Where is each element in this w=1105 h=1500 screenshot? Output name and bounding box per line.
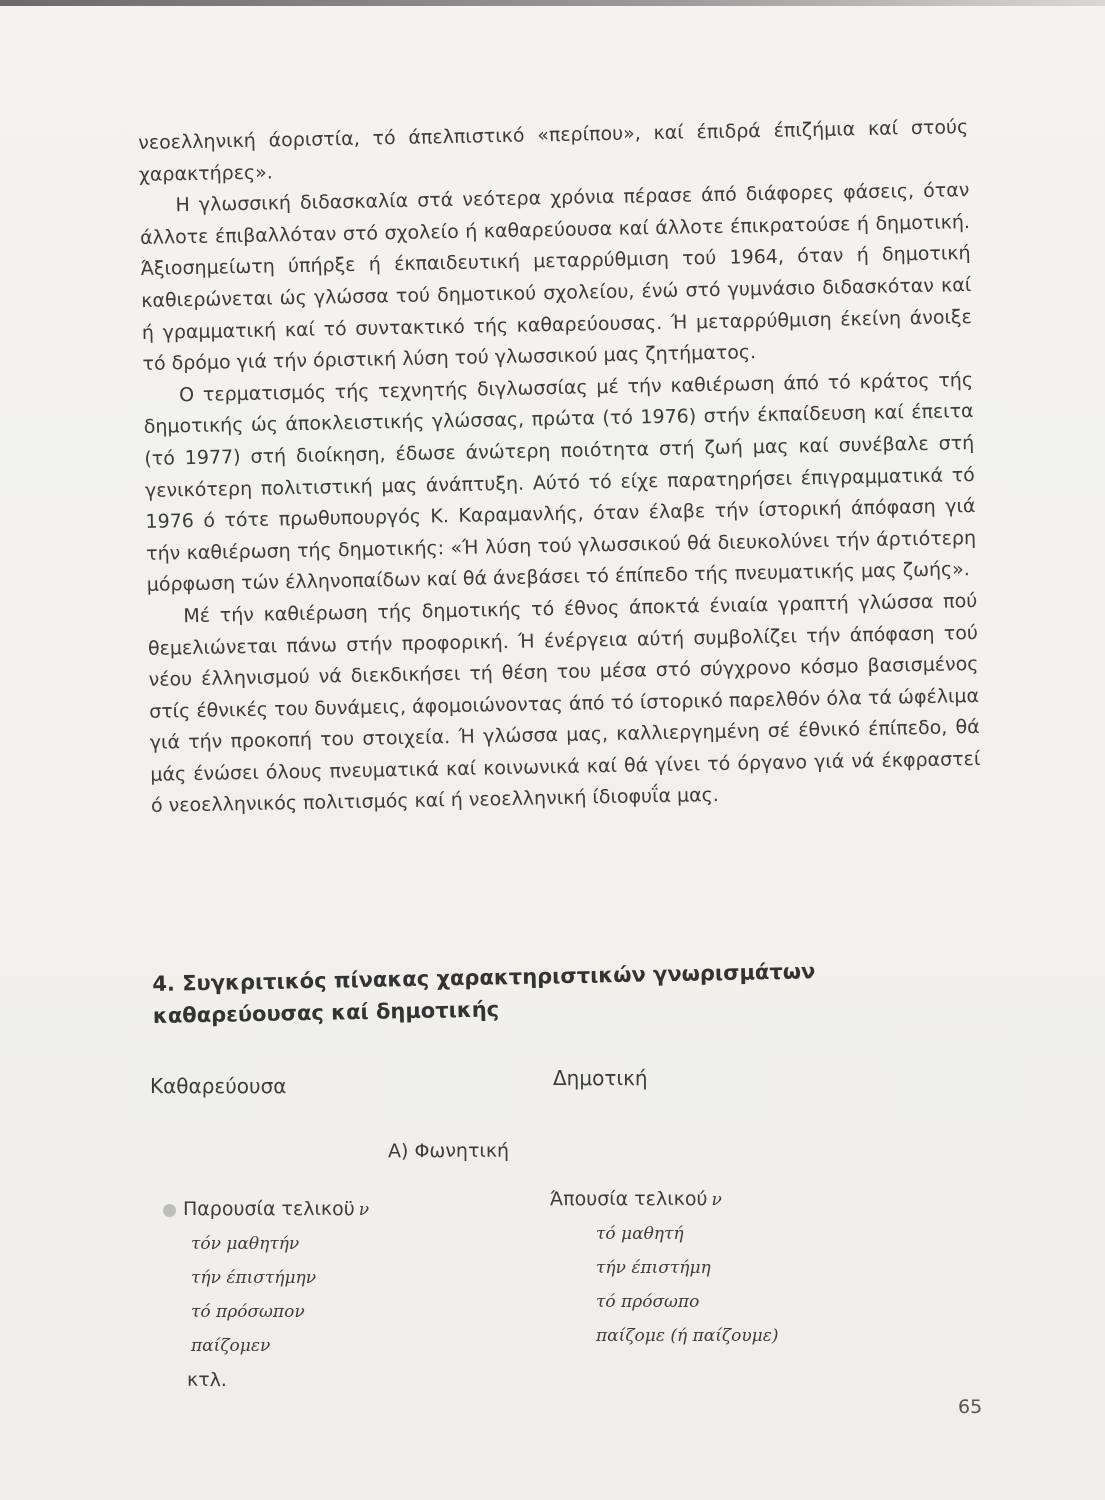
list-item: τόν μαθητήν [191,1234,300,1254]
list-item: τήν έπιστήμη [596,1258,711,1278]
paragraph: νεοελληνική άοριστία, τό άπελπιστικό «περίπου», καί έπιδρά έπιζήμια καί στούς χαρακτήρες». [138,116,969,186]
bullet-dot-icon [163,1204,176,1217]
left-rule [183,1192,369,1227]
body-text [138,112,981,823]
list-item: τό πρόσωπον [191,1302,305,1322]
paragraph: Μέ τήν καθιέρωση τής δημοτικής τό έθνος άποκτά ένιαία γραπτή γλώσσα πού θεμελιώνεται πάνω στήν προφορική. Ή ένέργεια αύτή συμβολίζει τήν άπόφαση τού νέου έλληνισμού νά διεκδικήσει τή θέση του μέσα στό σύγχρονο κόσμο βασισμένος στίς έθνικές του δυνάμεις, άφομοιώνοντας άπό τό ίστορικό παρελθόν όλα τά ώφέλιμα γιά τήν προκοπή του στοιχεία. Ή γλώσσα μας, καλλιεργημένη σέ έθνικό έπίπεδο, θά μάς ένώσει όλους πνευματικά καί κοινωνικά καί θά γίνει τό όργανο γιά νά έκφραστεί ό νεοελληνικός πολιτισμός καί ή νεοελληνική ίδιοφυΐα μας. [147,589,981,818]
left-column-list [183,1192,369,1397]
right-column-list [550,1182,778,1353]
column-heading-left: Καθαρεύουσα [150,1074,287,1098]
paragraph: Ο τερματισμός τής τεχνητής διγλωσσίας μέ τήν καθιέρωση άπό τό κράτος τής δημοτικής ώς άποκλειστικής γλώσσας, πρώτα (τό 1976) στήν έκπαίδευση καί έπειτα (τό 1977) στή διοίκηση, έδωσε άνώτερη ποιότητα στή ζωή μας καί συνέβαλε στή γενικότερη πολιτιστική μας άνάπτυξη. Αύτό τό είχε παρατηρήσει έπιγραμματικά τό 1976 ό τότε πρωθυπουργός Κ. Καραμανλής, όταν έλαβε τήν ίστορική άπόφαση γιά τήν καθιέρωση τής δημοτικής: «Ή λύση τού γλωσσικού θά διευκολύνει τήν άρτιότερη μόρφωση τών έλληνοπαίδων καί θά άνεβάσει τό έπίπεδο τής πνευματικής μας ζωής». [143,368,977,597]
section-heading-block [152,952,983,1032]
right-rule [550,1182,778,1217]
column-heading-right: Δημοτική [553,1066,648,1090]
right-rule-text: Άπουσία τελικού [550,1188,708,1210]
left-rule-text: Παρουσία τελικοϋ [183,1198,355,1220]
page-number: 65 [958,1396,983,1418]
subsection-heading: Α) Φωνητική [388,1140,510,1162]
left-rule-letter: ν [358,1200,370,1220]
paragraph: Η γλωσσική διδασκαλία στά νεότερα χρόνια πέρασε άπό διάφορες φάσεις, όταν άλλοτε έπιβαλλόταν στό σχολείο ή καθαρεύουσα καί άλλοτε έπικρατούσε ή δημοτική. Άξιοσημείωτη ύπήρξε ή έκπαιδευτική μεταρρύθμιση τού 1964, όταν ή δημοτική καθιερώνεται ώς γλώσσα τού δημοτικού σχολείου, ένώ στό γυμνάσιο διδασκόταν καί ή γραμματική καί τό συντακτικό τής καθαρεύουσας. Ή μεταρρύθμιση έκείνη άνοιξε τό δρόμο γιά τήν όριστική λύση τού γλωσσικού μας ζητήματος. [139,179,972,376]
section-title: 4. Συγκριτικός πίνακας χαρακτηριστικών γνωρισμάτων καθαρεύουσας καί δημοτικής [152,959,816,1028]
page-top-edge [0,0,1105,6]
list-item: τό μαθητή [596,1224,684,1244]
list-item: κτλ. [187,1369,227,1391]
list-item: τήν έπιστήμην [191,1268,317,1288]
list-item: παίζομεν [191,1336,271,1356]
list-item: παίζομε (ή παίζουμε) [596,1326,779,1346]
list-item: τό πρόσωπο [596,1292,700,1312]
right-rule-letter: ν [711,1190,722,1210]
